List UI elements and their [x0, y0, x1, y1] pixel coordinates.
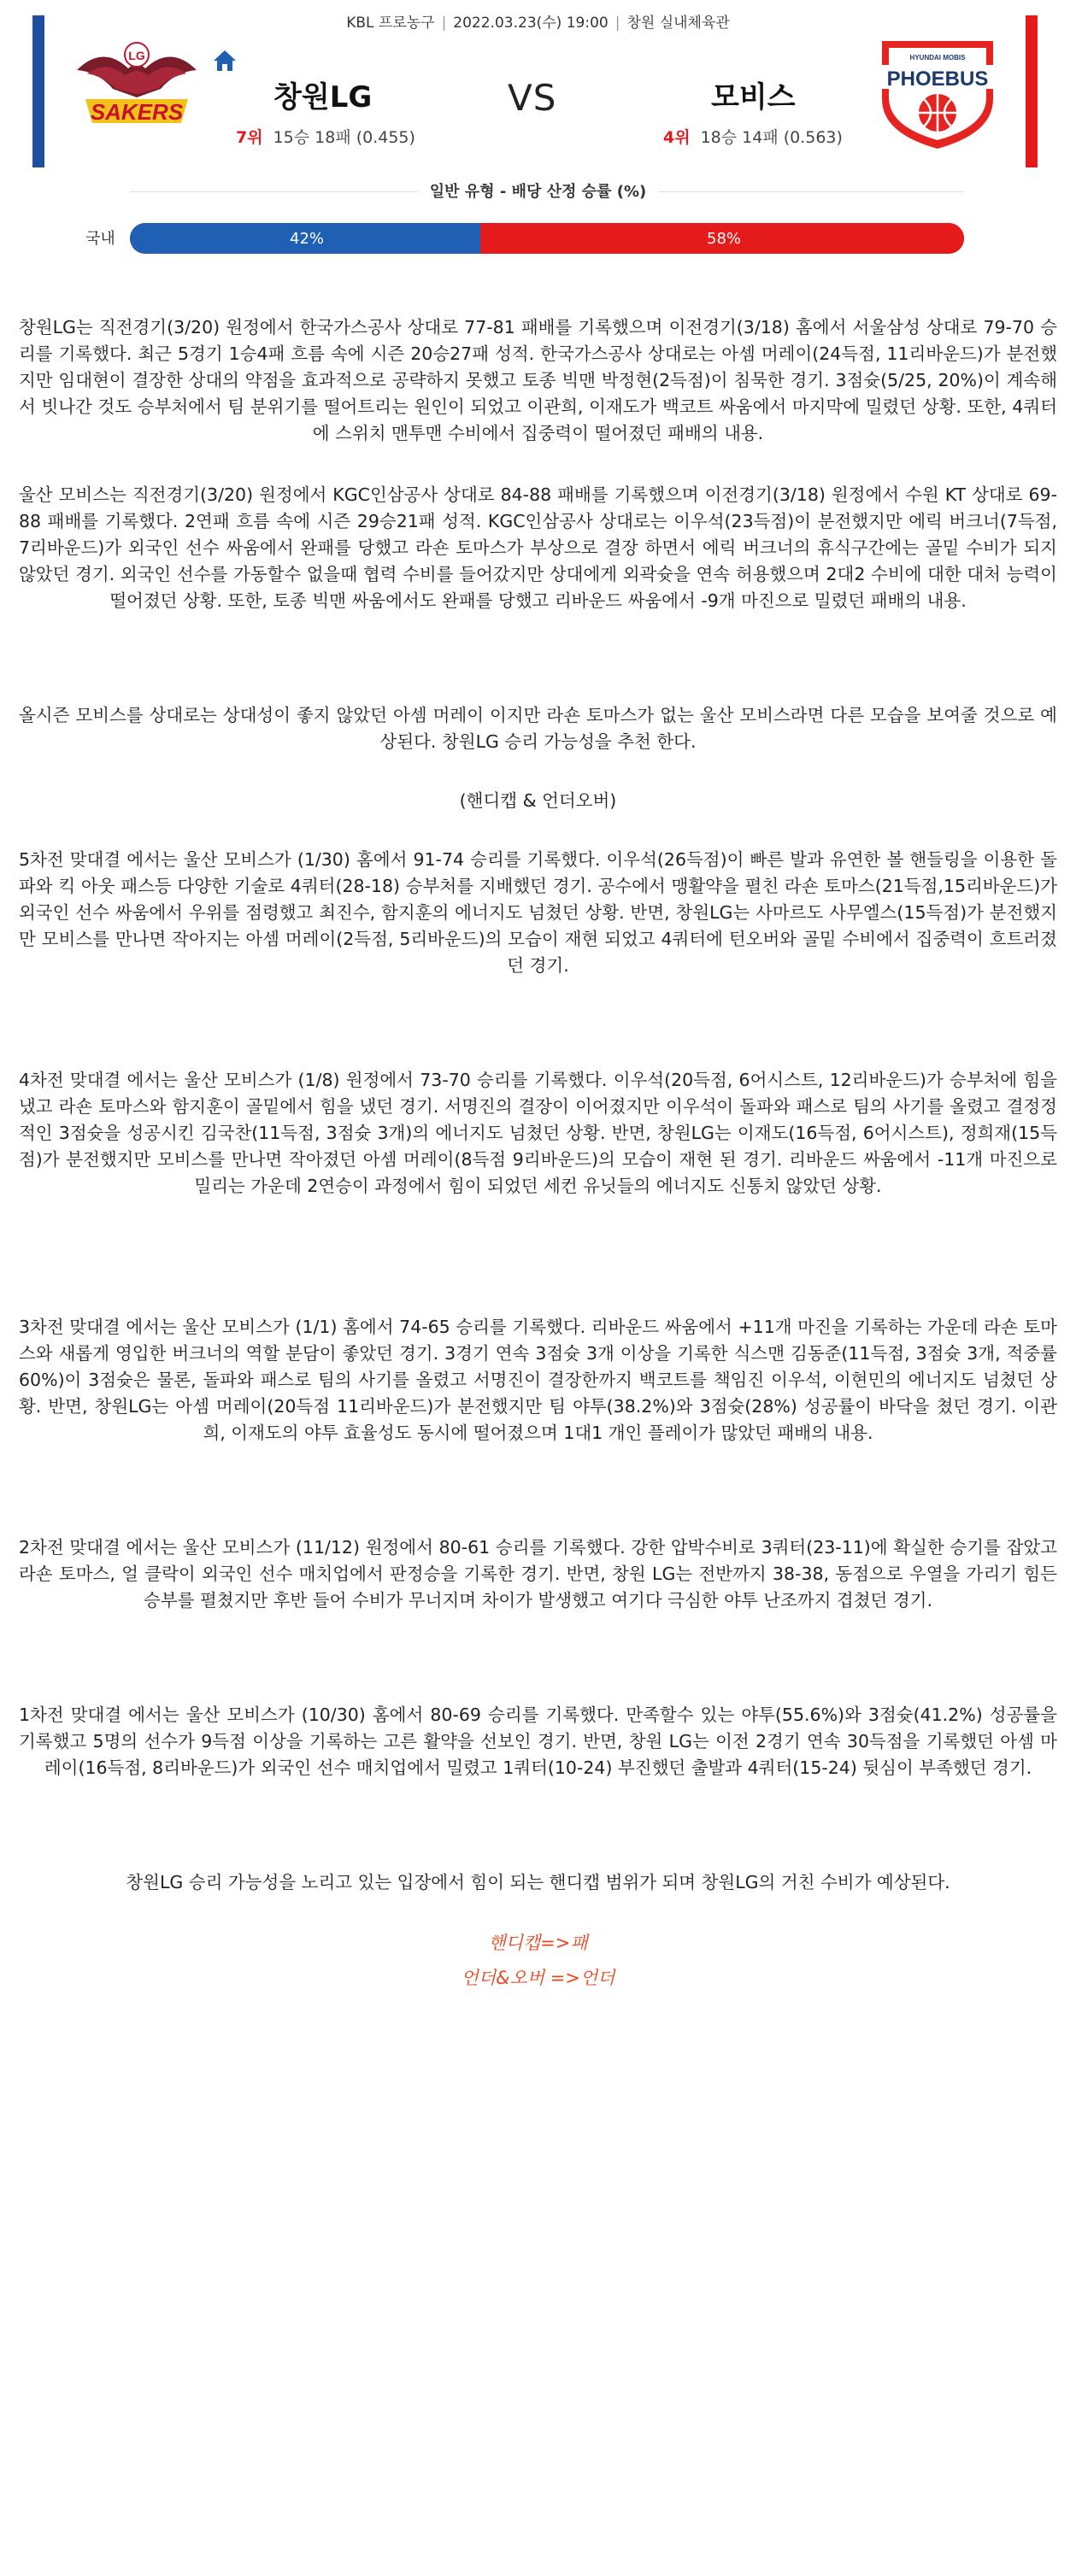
lg-sakers-logo	[68, 36, 205, 137]
sakers-wordmark: SAKERS	[90, 99, 184, 125]
away-team-winloss: 18승 14패 (0.563)	[700, 128, 843, 147]
away-team-rank: 4위	[663, 128, 691, 147]
home-icon[interactable]	[212, 48, 238, 73]
h2h-game-5: 5차전 맞대결 에서는 울산 모비스가 (1/30) 홈에서 91-74 승리를 기록했다. 이우석(26득점)이 빠른 발과 유연한 볼 핸들링을 이용한 돌파와 킥 아웃 패스등 다양한 기술로 4쿼터(28-18) 승부처를 지배했던 경기. 공수에서 맹활약을 펼친 라숀 토마스(21득점,15리바운드)가 외국인 선수 싸움에서 우위를 점령했고 최진수, 함지훈의 에너지도 넘쳤던 상황. 반면, 창원LG는 사마르도 사무엘스(15득점)가 분전했지만 모비스를 만나면 작아지는 아셈 머레이(2득점, 5리바운드)의 모습이 재현 되었고 4쿼터에 턴오버와 골밑 수비에서 집중력이 흐트러졌던 경기.	[19, 849, 1057, 976]
away-team-record	[663, 125, 843, 148]
final-comment: 창원LG 승리 가능성을 노리고 있는 입장에서 힘이 되는 핸디캡 범위가 되며 창원LG의 거친 수비가 예상된다.	[126, 1872, 950, 1892]
home-team-name: 창원LG	[273, 80, 373, 114]
away-team-analysis: 울산 모비스는 직전경기(3/20) 원정에서 KGC인삼공사 상대로 84-88 패배를 기록했으며 이전경기(3/18) 원정에서 수원 KT 상대로 69-88 패배를 기록했다. 2연패 흐름 속에 시즌 29승21패 성적. KGC인삼공사 상대로는 이우석(23득점)이 분전했지만 에릭 버크너(7득점, 7리바운드)가 외국인 선수 싸움에서 완패를 당했고 라숀 토마스가 부상으로 결장 하면서 에릭 버크너의 휴식구간에는 골밑 수비가 되지 않았던 경기. 외국인 선수를 가동할수 없을때 협력 수비를 들어갔지만 상대에게 외곽슛을 연속 허용했으며 2대2 수비에 대한 대처 능력이 떨어졌던 상황. 또한, 토종 빅맨 싸움에서도 완패를 당했고 리바운드 싸움에서 -9개 마진으로 밀렸던 패배의 내용.	[19, 484, 1057, 611]
league-label: KBL 프로농구	[346, 15, 435, 32]
lg-badge: LG	[128, 49, 145, 62]
stat-row-domestic	[0, 220, 1076, 255]
handicap-heading: (핸디캡 & 언더오버)	[459, 790, 617, 811]
h2h-game-1: 1차전 맞대결 에서는 울산 모비스가 (10/30) 홈에서 80-69 승리를 기록했다. 만족할수 있는 야투(55.6%)와 3점슛(41.2%) 성공률을 기록했고 5명의 선수가 9득점 이상을 기록하는 고른 활약을 선보인 경기. 반면, 창원 LG는 이전 2경기 연속 30득점을 기록했던 아셈 마레이(16득점, 8리바운드)가 외국인 선수 매치업에서 밀렸고 1쿼터(10-24) 부진했던 출발과 4쿼터(15-24) 뒷심이 부족했던 경기.	[19, 1705, 1057, 1778]
pick-under-over: 언더&오버 =>언더	[461, 1968, 615, 1988]
prediction-summary: 올시즌 모비스를 상대로는 상대성이 좋지 않았던 아셈 머레이 이지만 라숀 토마스가 없는 울산 모비스라면 다른 모습을 보여줄 것으로 예상된다. 창원LG 승리 가능성을 추천 한다.	[19, 705, 1057, 752]
phoebus-logo	[872, 32, 1003, 152]
match-meta: KBL 프로농구 | 2022.03.23(수) 19:00 | 창원 실내체육관	[346, 15, 730, 32]
away-team-name: 모비스	[711, 80, 796, 114]
match-header	[0, 0, 1076, 171]
home-team-record	[236, 125, 415, 148]
home-team-analysis: 창원LG는 직전경기(3/20) 원정에서 한국가스공사 상대로 77-81 패배를 기록했으며 이전경기(3/18) 홈에서 서울삼성 상대로 79-70 승리를 기록했다. 최근 5경기 1승4패 흐름 속에 시즌 20승27패 성적. 한국가스공사 상대로는 아셈 머레이(24득점, 11리바운드)가 분전했지만 임대현이 결장한 상대의 약점을 효과적으로 공략하지 못했고 토종 빅맨 박정현(2득점)이 침묵한 경기. 3점슛(5/25, 20%)이 계속해서 빗나간 것도 승부처에서 팀 분위기를 떨어트리는 원인이 되었고 이관희, 이재도가 백코트 싸움에서 마지막에 밀렸던 상황. 또한, 4쿼터에 스위치 맨투맨 수비에서 집중력이 떨어졌던 패배의 내용.	[19, 317, 1057, 443]
h2h-game-4: 4차전 맞대결 에서는 울산 모비스가 (1/8) 원정에서 73-70 승리를 기록했다. 이우석(20득점, 6어시스트, 12리바운드)가 승부처에 힘을 냈고 라숀 토마스와 함지훈이 골밑에서 힘을 냈던 경기. 서명진의 결장이 이어졌지만 이우석이 돌파와 패스로 팀의 사기를 올렸고 결정정적인 3점슛을 성공시킨 김국찬(11득점, 3점슛 3개)의 에너지도 넘쳤던 상황. 반면, 창원LG는 이재도(16득점, 6어시스트), 정희재(15득점)가 분전했지만 모비스를 만나면 작아졌던 아셈 머레이(8득점 9리바운드)의 모습이 재현 된 경기. 리바운드 싸움에서 -11개 마진으로 밀리는 가운데 2연승이 과정에서 힘이 되었던 세컨 유닛들의 에너지도 신통치 않았던 상황.	[19, 1070, 1057, 1196]
vs-label: VS	[508, 77, 557, 119]
home-probability-label: 42%	[290, 230, 325, 248]
stat-title: 일반 유형 - 배당 산정 승률 (%)	[418, 183, 658, 201]
phoebus-subtext: HYUNDAI MOBIS	[909, 54, 966, 62]
venue-label: 창원 실내체육관	[626, 15, 730, 32]
away-color-bar	[1026, 15, 1038, 167]
away-probability-label: 58%	[707, 230, 742, 248]
stat-title-wrap	[0, 179, 1076, 205]
pick-handicap: 핸디캡=>패	[488, 1933, 588, 1953]
home-team-winloss: 15승 18패 (0.455)	[273, 128, 415, 147]
home-color-bar	[32, 15, 44, 167]
h2h-game-2: 2차전 맞대결 에서는 울산 모비스가 (11/12) 원정에서 80-61 승리를 기록했다. 강한 압박수비로 3쿼터(23-11)에 확실한 승기를 잡았고 라숀 토마스, 얼 클락이 외국인 선수 매치업에서 판정승을 기록한 경기. 반면, 창원 LG는 전반까지 38-38, 동점으로 우열을 가리기 힘든 승부를 펼쳤지만 후반 들어 수비가 무너지며 차이가 발생했고 여기다 극심한 야투 난조까지 겹쳤던 경기.	[19, 1537, 1057, 1611]
win-probability-bar	[130, 223, 964, 254]
h2h-game-3: 3차전 맞대결 에서는 울산 모비스가 (1/1) 홈에서 74-65 승리를 기록했다. 리바운드 싸움에서 +11개 마진을 기록하는 가운데 라숀 토마스와 새롭게 영입한 버크너의 역할 분담이 좋았던 경기. 3경기 연속 3점슛 3개 이상을 기록한 식스맨 김동준(11득점, 3점슛 3개, 적중률 60%)이 3점슛은 물론, 돌파와 패스로 팀의 사기를 올렸고 서명진이 결장한까지 백코트를 책임진 이우석, 이현민의 에너지도 넘쳤던 상황. 반면, 창원LG는 아셈 머레이(20득점 11리바운드)가 분전했지만 팀 야투(38.2%)와 3점슛(28%) 성공률이 바닥을 쳤던 경기. 이관희, 이재도의 야투 효율성도 동시에 떨어졌으며 1대1 개인 플레이가 많았던 패배의 내용.	[19, 1317, 1057, 1443]
match-datetime: 2022.03.23(수) 19:00	[453, 15, 609, 32]
preview-article	[19, 314, 1057, 1992]
phoebus-wordmark: PHOEBUS	[886, 67, 989, 91]
stat-row-label: 국내	[85, 230, 115, 248]
home-team-rank: 7위	[236, 128, 263, 147]
